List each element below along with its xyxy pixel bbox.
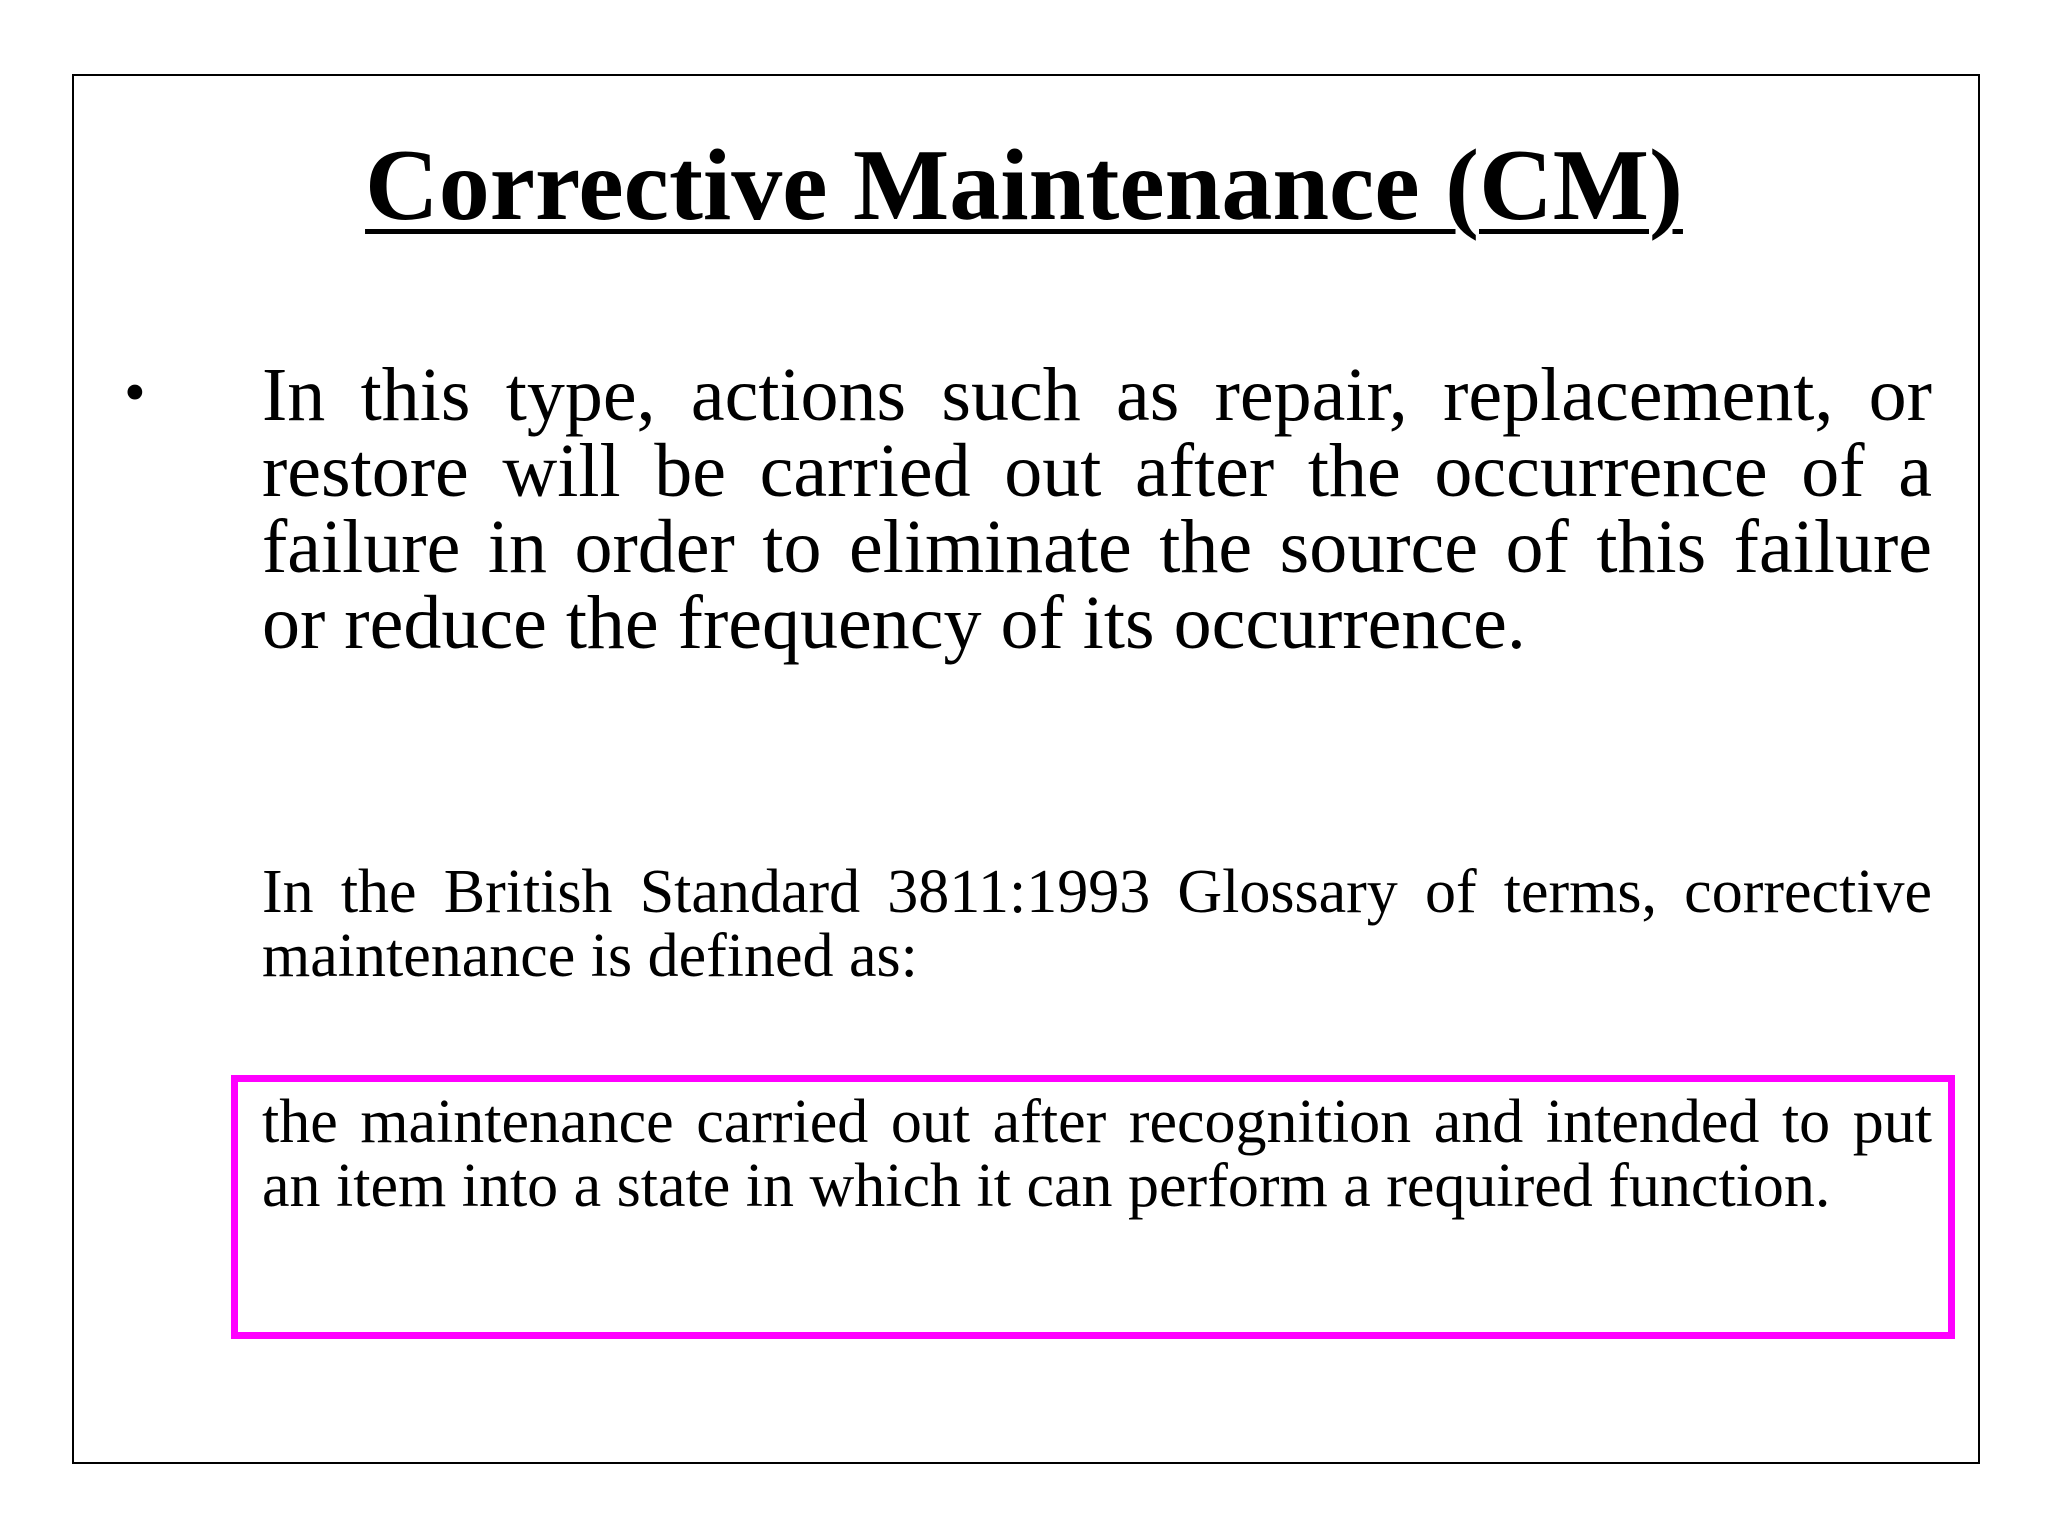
standard-intro-paragraph: In the British Standard 3811:1993 Glossary of terms, corrective maintenance is defined as: [262,858,1932,990]
bullet-paragraph: In this type, actions such as repair, replacement, or restore will be carried out after the occurrence of a failure in order to eliminate the source of this failure or reduce the frequency of its occurrence. [262,353,1932,665]
slide-title-text: Corrective Maintenance (CM) [365,129,1683,242]
slide-title [0,129,2048,242]
definition-paragraph: the maintenance carried out after recognition and intended to put an item into a state in which it can perform a required function. [262,1088,1932,1220]
bullet-marker: • [124,359,146,427]
